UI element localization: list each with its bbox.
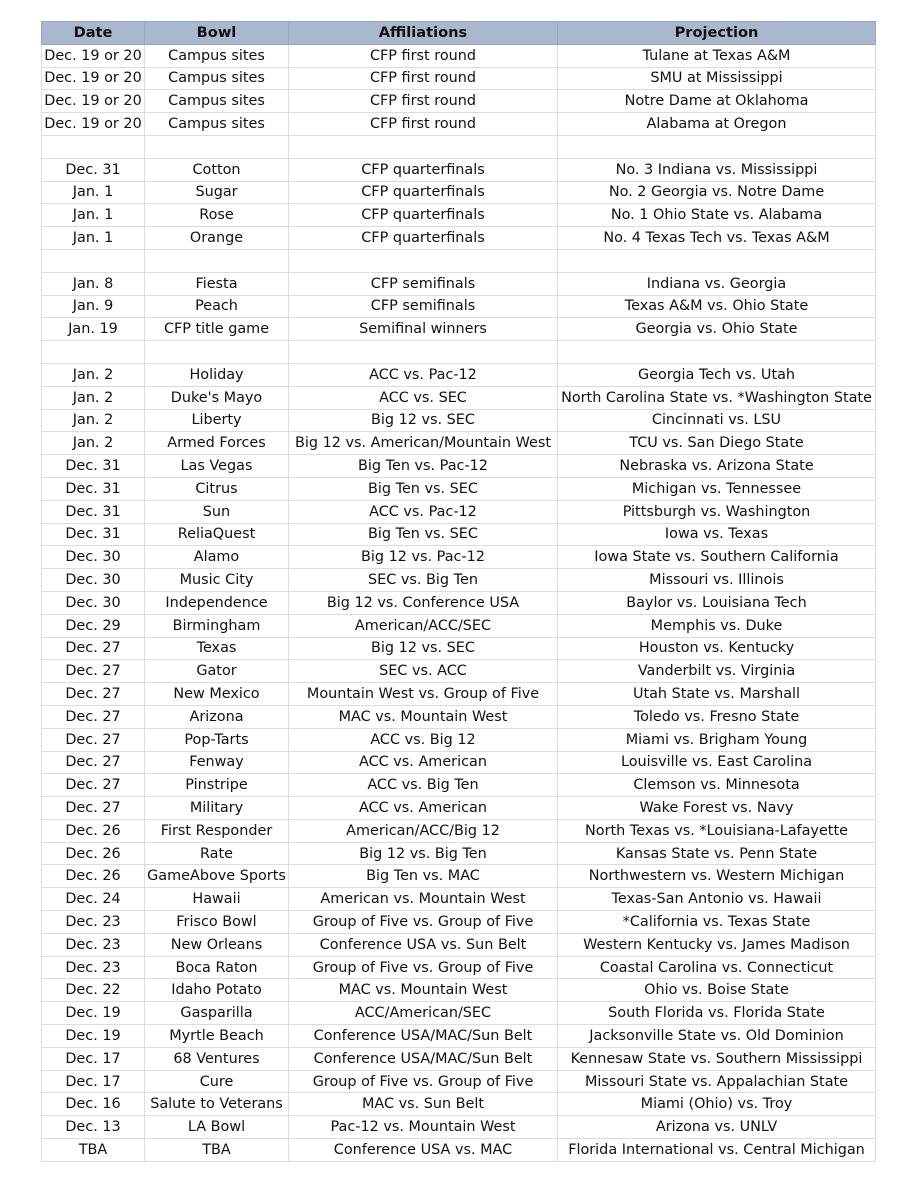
affiliations-cell: Big Ten vs. SEC — [289, 477, 558, 500]
date-cell: Dec. 30 — [42, 546, 145, 569]
date-cell: Dec. 30 — [42, 591, 145, 614]
bowl-cell: Gator — [145, 660, 289, 683]
projection-cell — [558, 135, 876, 158]
date-cell: Dec. 19 — [42, 1025, 145, 1048]
affiliations-cell — [289, 249, 558, 272]
projection-cell: Kennesaw State vs. Southern Mississippi — [558, 1047, 876, 1070]
table-row — [42, 1093, 876, 1116]
bowl-cell: Military — [145, 797, 289, 820]
affiliations-cell: ACC vs. American — [289, 751, 558, 774]
bowl-cell: Fenway — [145, 751, 289, 774]
projection-cell: Vanderbilt vs. Virginia — [558, 660, 876, 683]
table-row — [42, 67, 876, 90]
affiliations-cell: Big 12 vs. SEC — [289, 409, 558, 432]
affiliations-cell: Big Ten vs. MAC — [289, 865, 558, 888]
table-row — [42, 204, 876, 227]
bowl-cell: Las Vegas — [145, 455, 289, 478]
date-cell: Jan. 2 — [42, 432, 145, 455]
date-cell: Jan. 2 — [42, 409, 145, 432]
affiliations-cell: ACC vs. American — [289, 797, 558, 820]
projection-cell: No. 1 Ohio State vs. Alabama — [558, 204, 876, 227]
table-row — [42, 500, 876, 523]
date-cell: Jan. 1 — [42, 227, 145, 250]
projection-cell: Tulane at Texas A&M — [558, 44, 876, 67]
bowl-cell: Fiesta — [145, 272, 289, 295]
bowl-cell: Birmingham — [145, 614, 289, 637]
date-cell: Dec. 31 — [42, 455, 145, 478]
affiliations-cell: MAC vs. Mountain West — [289, 705, 558, 728]
table-row — [42, 181, 876, 204]
projection-cell: Baylor vs. Louisiana Tech — [558, 591, 876, 614]
table-row — [42, 523, 876, 546]
affiliations-cell: CFP first round — [289, 67, 558, 90]
bowl-cell: Texas — [145, 637, 289, 660]
date-cell: Dec. 27 — [42, 683, 145, 706]
affiliations-cell: CFP quarterfinals — [289, 158, 558, 181]
bowl-cell: Myrtle Beach — [145, 1025, 289, 1048]
table-row — [42, 90, 876, 113]
bowl-cell: Salute to Veterans — [145, 1093, 289, 1116]
table-row — [42, 728, 876, 751]
affiliations-cell: CFP semifinals — [289, 272, 558, 295]
affiliations-cell: Mountain West vs. Group of Five — [289, 683, 558, 706]
bowl-cell: Music City — [145, 569, 289, 592]
bowl-cell: First Responder — [145, 819, 289, 842]
date-cell: Dec. 27 — [42, 660, 145, 683]
projection-cell: North Carolina State vs. *Washington State — [558, 386, 876, 409]
affiliations-cell: ACC/American/SEC — [289, 1002, 558, 1025]
affiliations-cell: American/ACC/SEC — [289, 614, 558, 637]
table-row — [42, 614, 876, 637]
table-row — [42, 546, 876, 569]
affiliations-cell: Big 12 vs. American/Mountain West — [289, 432, 558, 455]
date-cell: Dec. 23 — [42, 956, 145, 979]
projection-cell: Miami vs. Brigham Young — [558, 728, 876, 751]
bowl-cell: Campus sites — [145, 90, 289, 113]
affiliations-cell: CFP quarterfinals — [289, 181, 558, 204]
projection-cell: Memphis vs. Duke — [558, 614, 876, 637]
bowl-cell: Hawaii — [145, 888, 289, 911]
projection-cell: North Texas vs. *Louisiana-Lafayette — [558, 819, 876, 842]
table-row — [42, 158, 876, 181]
table-row — [42, 774, 876, 797]
projection-cell: Alabama at Oregon — [558, 113, 876, 136]
date-cell: Dec. 23 — [42, 933, 145, 956]
affiliations-cell: Group of Five vs. Group of Five — [289, 911, 558, 934]
projection-cell: Clemson vs. Minnesota — [558, 774, 876, 797]
table-row — [42, 1116, 876, 1139]
projection-cell: Indiana vs. Georgia — [558, 272, 876, 295]
affiliations-cell: CFP quarterfinals — [289, 204, 558, 227]
date-cell: Dec. 24 — [42, 888, 145, 911]
bowl-cell: Idaho Potato — [145, 979, 289, 1002]
table-row — [42, 819, 876, 842]
bowl-cell: Citrus — [145, 477, 289, 500]
date-cell: Dec. 27 — [42, 797, 145, 820]
table-row — [42, 227, 876, 250]
projection-cell: Iowa vs. Texas — [558, 523, 876, 546]
affiliations-cell: Group of Five vs. Group of Five — [289, 956, 558, 979]
affiliations-cell: Group of Five vs. Group of Five — [289, 1070, 558, 1093]
affiliations-cell: Conference USA vs. Sun Belt — [289, 933, 558, 956]
projection-cell: TCU vs. San Diego State — [558, 432, 876, 455]
bowl-cell: Campus sites — [145, 67, 289, 90]
affiliations-cell: ACC vs. Big 12 — [289, 728, 558, 751]
bowl-cell: Gasparilla — [145, 1002, 289, 1025]
date-cell: Jan. 19 — [42, 318, 145, 341]
affiliations-cell: CFP semifinals — [289, 295, 558, 318]
date-cell — [42, 341, 145, 364]
bowl-cell: 68 Ventures — [145, 1047, 289, 1070]
affiliations-cell: American vs. Mountain West — [289, 888, 558, 911]
date-cell: Jan. 2 — [42, 363, 145, 386]
bowl-cell: Frisco Bowl — [145, 911, 289, 934]
date-cell: Dec. 17 — [42, 1047, 145, 1070]
affiliations-cell: Semifinal winners — [289, 318, 558, 341]
projection-cell: Iowa State vs. Southern California — [558, 546, 876, 569]
bowl-cell: New Mexico — [145, 683, 289, 706]
projection-cell: Cincinnati vs. LSU — [558, 409, 876, 432]
date-cell: Jan. 8 — [42, 272, 145, 295]
projection-cell: Louisville vs. East Carolina — [558, 751, 876, 774]
bowl-cell: Armed Forces — [145, 432, 289, 455]
affiliations-cell: Big 12 vs. SEC — [289, 637, 558, 660]
projection-cell: Ohio vs. Boise State — [558, 979, 876, 1002]
projection-cell: SMU at Mississippi — [558, 67, 876, 90]
affiliations-cell: Big Ten vs. SEC — [289, 523, 558, 546]
projection-cell: No. 4 Texas Tech vs. Texas A&M — [558, 227, 876, 250]
bowl-cell: Rate — [145, 842, 289, 865]
projection-cell: *California vs. Texas State — [558, 911, 876, 934]
date-cell: Dec. 26 — [42, 842, 145, 865]
projection-cell: Pittsburgh vs. Washington — [558, 500, 876, 523]
affiliations-cell: MAC vs. Sun Belt — [289, 1093, 558, 1116]
bowl-cell: Boca Raton — [145, 956, 289, 979]
projection-cell: Wake Forest vs. Navy — [558, 797, 876, 820]
bowl-cell: Pinstripe — [145, 774, 289, 797]
table-row — [42, 363, 876, 386]
bowl-cell: Duke's Mayo — [145, 386, 289, 409]
table-row — [42, 911, 876, 934]
date-cell: Dec. 19 — [42, 1002, 145, 1025]
table-row — [42, 295, 876, 318]
header-row — [42, 22, 876, 45]
column-header-projection: Projection — [558, 22, 876, 45]
date-cell: Dec. 16 — [42, 1093, 145, 1116]
bowl-cell: Cotton — [145, 158, 289, 181]
bowl-cell — [145, 341, 289, 364]
projection-cell: South Florida vs. Florida State — [558, 1002, 876, 1025]
bowl-cell: TBA — [145, 1139, 289, 1162]
bowl-cell: GameAbove Sports — [145, 865, 289, 888]
date-cell — [42, 135, 145, 158]
projection-cell: No. 3 Indiana vs. Mississippi — [558, 158, 876, 181]
affiliations-cell: SEC vs. ACC — [289, 660, 558, 683]
date-cell: Jan. 1 — [42, 204, 145, 227]
date-cell: TBA — [42, 1139, 145, 1162]
affiliations-cell: CFP quarterfinals — [289, 227, 558, 250]
affiliations-cell: ACC vs. SEC — [289, 386, 558, 409]
affiliations-cell: ACC vs. Pac-12 — [289, 363, 558, 386]
bowl-cell: Holiday — [145, 363, 289, 386]
table-row — [42, 979, 876, 1002]
projection-cell: Northwestern vs. Western Michigan — [558, 865, 876, 888]
table-row — [42, 341, 876, 364]
table-row — [42, 637, 876, 660]
table-row — [42, 797, 876, 820]
bowl-cell — [145, 249, 289, 272]
affiliations-cell: Conference USA/MAC/Sun Belt — [289, 1025, 558, 1048]
bowl-cell: Cure — [145, 1070, 289, 1093]
date-cell: Dec. 26 — [42, 819, 145, 842]
table-row — [42, 751, 876, 774]
date-cell: Jan. 9 — [42, 295, 145, 318]
table-row — [42, 44, 876, 67]
table-row — [42, 455, 876, 478]
date-cell: Dec. 31 — [42, 500, 145, 523]
projection-cell: Texas-San Antonio vs. Hawaii — [558, 888, 876, 911]
date-cell: Dec. 19 or 20 — [42, 67, 145, 90]
bowl-cell: Independence — [145, 591, 289, 614]
date-cell: Dec. 23 — [42, 911, 145, 934]
table-row — [42, 1070, 876, 1093]
projection-cell — [558, 249, 876, 272]
table-row — [42, 386, 876, 409]
date-cell: Dec. 31 — [42, 523, 145, 546]
date-cell — [42, 249, 145, 272]
bowl-cell: Orange — [145, 227, 289, 250]
bowl-cell: Sugar — [145, 181, 289, 204]
bowl-cell: Pop-Tarts — [145, 728, 289, 751]
bowl-cell: Liberty — [145, 409, 289, 432]
table-row — [42, 865, 876, 888]
projection-cell: Utah State vs. Marshall — [558, 683, 876, 706]
affiliations-cell: SEC vs. Big Ten — [289, 569, 558, 592]
table-row — [42, 1139, 876, 1162]
projection-cell: Jacksonville State vs. Old Dominion — [558, 1025, 876, 1048]
date-cell: Dec. 31 — [42, 158, 145, 181]
date-cell: Dec. 27 — [42, 774, 145, 797]
bowl-cell: Campus sites — [145, 113, 289, 136]
projection-cell: Western Kentucky vs. James Madison — [558, 933, 876, 956]
table-row — [42, 705, 876, 728]
affiliations-cell: CFP first round — [289, 90, 558, 113]
affiliations-cell: Big 12 vs. Big Ten — [289, 842, 558, 865]
projection-cell: Michigan vs. Tennessee — [558, 477, 876, 500]
bowl-cell: Sun — [145, 500, 289, 523]
bowl-cell — [145, 135, 289, 158]
projection-cell — [558, 341, 876, 364]
date-cell: Dec. 27 — [42, 637, 145, 660]
table-row — [42, 409, 876, 432]
affiliations-cell: Conference USA/MAC/Sun Belt — [289, 1047, 558, 1070]
table-row — [42, 113, 876, 136]
date-cell: Dec. 22 — [42, 979, 145, 1002]
date-cell: Dec. 17 — [42, 1070, 145, 1093]
projection-cell: Arizona vs. UNLV — [558, 1116, 876, 1139]
projection-cell: Georgia vs. Ohio State — [558, 318, 876, 341]
bowl-cell: New Orleans — [145, 933, 289, 956]
table-row — [42, 933, 876, 956]
bowl-cell: Arizona — [145, 705, 289, 728]
table-row — [42, 842, 876, 865]
affiliations-cell: Conference USA vs. MAC — [289, 1139, 558, 1162]
projection-cell: No. 2 Georgia vs. Notre Dame — [558, 181, 876, 204]
projection-cell: Coastal Carolina vs. Connecticut — [558, 956, 876, 979]
bowl-cell: CFP title game — [145, 318, 289, 341]
table-row — [42, 249, 876, 272]
table-row — [42, 683, 876, 706]
bowl-cell: Peach — [145, 295, 289, 318]
table-row — [42, 477, 876, 500]
affiliations-cell: ACC vs. Big Ten — [289, 774, 558, 797]
table-row — [42, 1002, 876, 1025]
projection-cell: Notre Dame at Oklahoma — [558, 90, 876, 113]
affiliations-cell: ACC vs. Pac-12 — [289, 500, 558, 523]
date-cell: Dec. 27 — [42, 751, 145, 774]
table-row — [42, 1025, 876, 1048]
table-row — [42, 569, 876, 592]
projection-cell: Houston vs. Kentucky — [558, 637, 876, 660]
affiliations-cell: CFP first round — [289, 113, 558, 136]
table-row — [42, 888, 876, 911]
table-row — [42, 432, 876, 455]
bowl-projections-table — [41, 21, 876, 1162]
bowl-cell: LA Bowl — [145, 1116, 289, 1139]
date-cell: Dec. 29 — [42, 614, 145, 637]
bowl-cell: ReliaQuest — [145, 523, 289, 546]
date-cell: Jan. 2 — [42, 386, 145, 409]
date-cell: Dec. 27 — [42, 728, 145, 751]
projection-cell: Kansas State vs. Penn State — [558, 842, 876, 865]
date-cell: Dec. 26 — [42, 865, 145, 888]
bowl-cell: Alamo — [145, 546, 289, 569]
affiliations-cell: Pac-12 vs. Mountain West — [289, 1116, 558, 1139]
table-row — [42, 1047, 876, 1070]
projection-cell: Texas A&M vs. Ohio State — [558, 295, 876, 318]
bowl-cell: Campus sites — [145, 44, 289, 67]
affiliations-cell — [289, 341, 558, 364]
date-cell: Dec. 13 — [42, 1116, 145, 1139]
date-cell: Dec. 31 — [42, 477, 145, 500]
column-header-bowl: Bowl — [145, 22, 289, 45]
projection-cell: Miami (Ohio) vs. Troy — [558, 1093, 876, 1116]
projection-cell: Florida International vs. Central Michigan — [558, 1139, 876, 1162]
table-row — [42, 591, 876, 614]
projection-cell: Toledo vs. Fresno State — [558, 705, 876, 728]
date-cell: Jan. 1 — [42, 181, 145, 204]
date-cell: Dec. 30 — [42, 569, 145, 592]
column-header-affiliations: Affiliations — [289, 22, 558, 45]
date-cell: Dec. 19 or 20 — [42, 113, 145, 136]
table-row — [42, 660, 876, 683]
affiliations-cell — [289, 135, 558, 158]
table-row — [42, 956, 876, 979]
affiliations-cell: Big 12 vs. Pac-12 — [289, 546, 558, 569]
table-row — [42, 135, 876, 158]
date-cell: Dec. 27 — [42, 705, 145, 728]
affiliations-cell: Big Ten vs. Pac-12 — [289, 455, 558, 478]
projection-cell: Georgia Tech vs. Utah — [558, 363, 876, 386]
date-cell: Dec. 19 or 20 — [42, 90, 145, 113]
projection-cell: Missouri vs. Illinois — [558, 569, 876, 592]
table-row — [42, 318, 876, 341]
table-row — [42, 272, 876, 295]
projection-cell: Missouri State vs. Appalachian State — [558, 1070, 876, 1093]
projection-cell: Nebraska vs. Arizona State — [558, 455, 876, 478]
affiliations-cell: Big 12 vs. Conference USA — [289, 591, 558, 614]
affiliations-cell: American/ACC/Big 12 — [289, 819, 558, 842]
column-header-date: Date — [42, 22, 145, 45]
affiliations-cell: CFP first round — [289, 44, 558, 67]
date-cell: Dec. 19 or 20 — [42, 44, 145, 67]
affiliations-cell: MAC vs. Mountain West — [289, 979, 558, 1002]
bowl-cell: Rose — [145, 204, 289, 227]
